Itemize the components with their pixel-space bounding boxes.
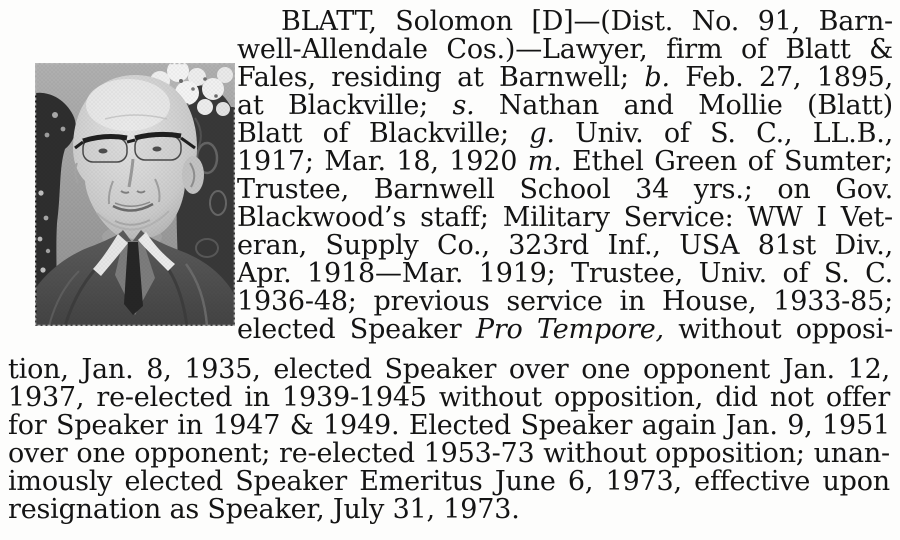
bio-text-italic: g. (529, 118, 555, 149)
bio-full-lines (8, 356, 890, 524)
bio-text: over one opponent; re-elected 1953-73 without opposition; unan- (8, 438, 890, 469)
halftone-overlay (35, 63, 235, 326)
bio-line (237, 288, 893, 316)
bio-line (8, 356, 890, 384)
bio-column-lines (237, 8, 893, 344)
bio-text: for Speaker in 1947 & 1949. Elected Speaker again Jan. 9, 1951 (8, 410, 890, 441)
bio-text: 1937, re-elected in 1939-1945 without opposition, did not offer (8, 382, 891, 413)
bio-line (8, 384, 890, 412)
bio-text-italic: m. (527, 146, 562, 177)
bio-line (237, 176, 893, 204)
bio-text: without opposi- (663, 314, 894, 345)
bio-text: Univ. of S. C., LL.B., (554, 118, 893, 149)
bio-line (8, 468, 890, 496)
bio-line (8, 412, 890, 440)
bio-text: at Blackville; (237, 90, 453, 121)
portrait-photo (35, 63, 235, 326)
bio-text: Ethel Green of Sumter; (561, 146, 893, 177)
bio-line (237, 36, 893, 64)
bio-text-italic: b. (644, 62, 670, 93)
bio-line (237, 92, 893, 120)
bio-text: elected Speaker (237, 314, 476, 345)
bio-text: resignation as Speaker, July 31, 1973. (8, 494, 520, 525)
bio-line (237, 120, 893, 148)
bio-text: 1917; Mar. 18, 1920 (237, 146, 528, 177)
bio-text: BLATT, Solomon [D]—(Dist. No. 91, Barn- (281, 6, 893, 37)
bio-line (237, 232, 893, 260)
bio-line (237, 64, 893, 92)
bio-line (237, 204, 893, 232)
bio-line (237, 148, 893, 176)
bio-line (8, 440, 890, 468)
bio-text: Blackwood’s staff; Military Service: WW I Vet- (237, 202, 893, 233)
bio-text-italic: s. (452, 90, 475, 121)
portrait-photo-art (35, 63, 235, 326)
bio-text: eran, Supply Co., 323rd Inf., USA 81st Div., (237, 230, 894, 261)
bio-text: Blatt of Blackville; (237, 118, 530, 149)
bio-line (237, 260, 893, 288)
bio-text: well-Allendale Cos.)—Lawyer, firm of Blatt & (237, 34, 893, 65)
bio-text: imously elected Speaker Emeritus June 6, 1973, effective upon (8, 466, 890, 497)
bio-text: 1936-48; previous service in House, 1933-85; (237, 286, 893, 317)
bio-text: tion, Jan. 8, 1935, elected Speaker over one opponent Jan. 12, (8, 354, 890, 385)
bio-line (237, 316, 893, 344)
bio-line (237, 8, 893, 36)
bio-text-italic: Pro Tempore, (475, 314, 664, 345)
bio-text: Apr. 1918—Mar. 1919; Trustee, Univ. of S. C. (237, 258, 894, 289)
bio-text: Feb. 27, 1895, (669, 62, 894, 93)
bio-line (8, 496, 890, 524)
bio-text: Nathan and Mollie (Blatt) (474, 90, 893, 121)
bio-text: Fales, residing at Barnwell; (237, 62, 645, 93)
bio-text: Trustee, Barnwell School 34 yrs.; on Gov. (237, 174, 894, 205)
